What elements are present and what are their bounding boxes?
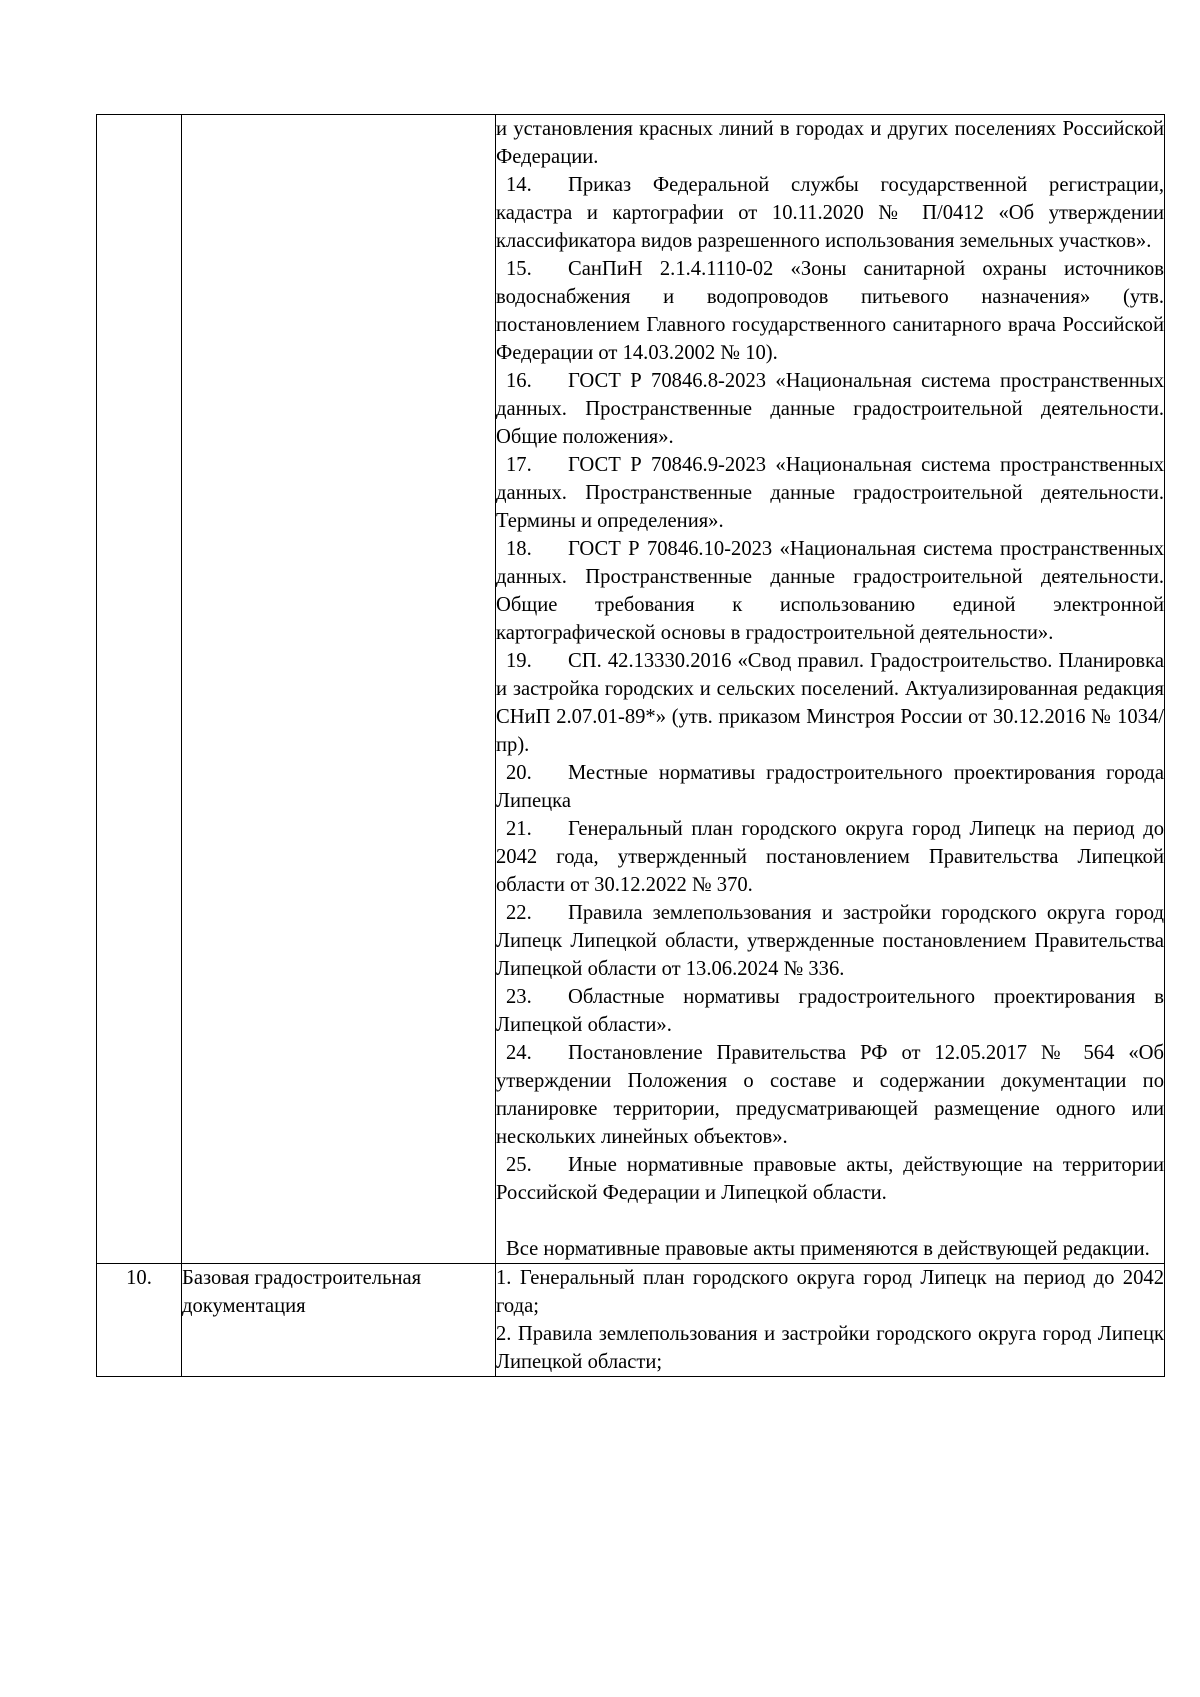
list-item bbox=[496, 171, 1164, 255]
list-item-number: 16. bbox=[506, 370, 532, 392]
list-item-number: 25. bbox=[506, 1154, 532, 1176]
row-label: Базовая градостроительная документация bbox=[182, 1267, 422, 1317]
list-item-text: Местные нормативы градостроительного проектирования города Липецка bbox=[496, 762, 1164, 812]
list-item-text: ГОСТ Р 70846.9-2023 «Национальная система пространственных данных. Пространственные данные градостроительной деятельности. Термины и определения». bbox=[496, 454, 1164, 532]
list-item-text: Иные нормативные правовые акты, действующие на территории Российской Федерации и Липецкой области. bbox=[496, 1154, 1164, 1204]
list-item bbox=[496, 1151, 1164, 1207]
list-item bbox=[496, 759, 1164, 815]
list-item-number: 17. bbox=[506, 454, 532, 476]
list-item-text: СанПиН 2.1.4.1110-02 «Зоны санитарной охраны источников водоснабжения и водопроводов питьевого назначения» (утв. постановлением Главного государственного санитарного врача Российской Федерации от 14.03.2002 № 10). bbox=[496, 258, 1164, 364]
list-item-number: 23. bbox=[506, 986, 532, 1008]
list-item-number: 14. bbox=[506, 174, 532, 196]
row-label-cell bbox=[182, 1264, 496, 1377]
list-item bbox=[496, 983, 1164, 1039]
row-number-cell bbox=[97, 115, 182, 1264]
lead-paragraph: и установления красных линий в городах и других поселениях Российской Федерации. bbox=[496, 118, 1164, 168]
list-item-text: СП. 42.13330.2016 «Свод правил. Градостроительство. Планировка и застройка городских и сельских поселений. Актуализированная редакция СНиП 2.07.01-89*» (утв. приказом Минстроя России от 30.12.2016 № 1034/пр). bbox=[496, 650, 1164, 756]
list-item-number: 20. bbox=[506, 762, 532, 784]
list-item bbox=[496, 899, 1164, 983]
list-item bbox=[496, 1039, 1164, 1151]
table-row-9 bbox=[97, 115, 1165, 1264]
list-item-text: Генеральный план городского округа город Липецк на период до 2042 года, утвержденный постановлением Правительства Липецкой области от 30.12.2022 № 370. bbox=[496, 818, 1164, 896]
list-item-number: 18. bbox=[506, 538, 532, 560]
list-item bbox=[496, 535, 1164, 647]
list-item bbox=[496, 815, 1164, 899]
row-number: 10. bbox=[126, 1267, 152, 1289]
table-row-10 bbox=[97, 1264, 1165, 1377]
list-item-text: Правила землепользования и застройки городского округа город Липецк Липецкой области, утвержденные постановлением Правительства Липецкой области от 13.06.2024 № 336. bbox=[496, 902, 1164, 980]
list-item-text: ГОСТ Р 70846.8-2023 «Национальная система пространственных данных. Пространственные данные градостроительной деятельности. Общие положения». bbox=[496, 370, 1164, 448]
requirements-table bbox=[96, 114, 1165, 1377]
list-item-text: Приказ Федеральной службы государственной регистрации, кадастра и картографии от 10.11.2020 № П/0412 «Об утверждении классификатора видов разрешенного использования земельных участков». bbox=[496, 174, 1164, 252]
list-item-number: 15. bbox=[506, 258, 532, 280]
row-content-cell bbox=[496, 1264, 1165, 1377]
list-item-text: Постановление Правительства РФ от 12.05.2017 № 564 «Об утверждении Положения о составе и содержании документации по планировке территории, предусматривающей размещение одного или нескольких линейных объектов». bbox=[496, 1042, 1164, 1148]
list-item: 2. Правила землепользования и застройки городского округа город Липецк Липецкой области; bbox=[496, 1323, 1164, 1373]
row-number-cell bbox=[97, 1264, 182, 1377]
list-item-text: Областные нормативы градостроительного проектирования в Липецкой области». bbox=[496, 986, 1164, 1036]
list-item bbox=[496, 647, 1164, 759]
list-item-number: 24. bbox=[506, 1042, 532, 1064]
list-item-number: 19. bbox=[506, 650, 532, 672]
list-item: 1. Генеральный план городского округа город Липецк на период до 2042 года; bbox=[496, 1267, 1164, 1317]
list-item bbox=[496, 367, 1164, 451]
list-item-text: ГОСТ Р 70846.10-2023 «Национальная система пространственных данных. Пространственные данные градостроительной деятельности. Общие требования к использованию единой электронной картографической основы в градостроительной деятельности». bbox=[496, 538, 1164, 644]
closing-paragraph: Все нормативные правовые акты применяются в действующей редакции. bbox=[506, 1238, 1150, 1260]
list-item-number: 22. bbox=[506, 902, 532, 924]
list-item-number: 21. bbox=[506, 818, 532, 840]
row-label-cell bbox=[182, 115, 496, 1264]
row-content-cell bbox=[496, 115, 1165, 1264]
list-item bbox=[496, 451, 1164, 535]
list-item bbox=[496, 255, 1164, 367]
